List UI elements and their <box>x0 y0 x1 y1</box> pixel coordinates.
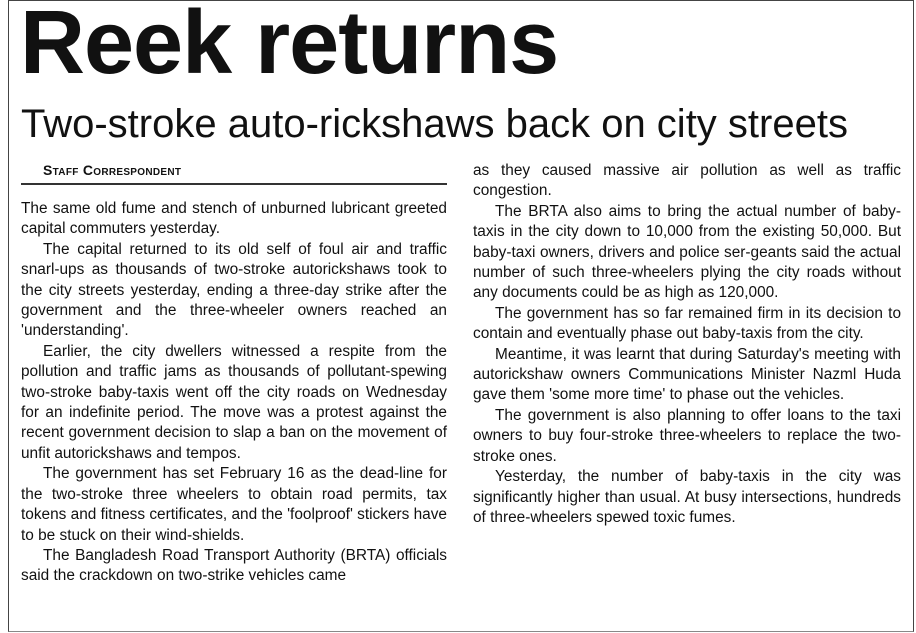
left-column <box>21 160 447 587</box>
paragraph: The government has set February 16 as the dead-line for the two-stroke three wheelers to obtain road permits, tax tokens and fitness certificates, and the 'foolproof' stickers have to be stuck on their wind-shields. <box>21 465 447 544</box>
paragraph: The same old fume and stench of unburned lubricant greeted capital commuters yesterday. <box>21 200 447 238</box>
paragraph: The government is also planning to offer loans to the taxi owners to buy four-stroke three-wheelers to replace the two-stroke ones. <box>473 406 901 465</box>
paragraph: The capital returned to its old self of foul air and traffic snarl-ups as thousands of two-stroke autorickshaws took to the city streets yesterday, ending a three-day strike after the government and the three-wheeler owners reached an 'understanding'. <box>21 240 447 340</box>
right-column <box>473 161 901 528</box>
paragraph: as they caused massive air pollution as well as traffic congestion. <box>473 162 901 200</box>
byline: Staff Correspondent <box>43 162 182 178</box>
paragraph: The government has so far remained firm in its decision to contain and eventually phase out baby-taxis from the city. <box>473 304 901 343</box>
headline: Reek returns <box>20 0 559 93</box>
paragraph: The Bangladesh Road Transport Authority (BRTA) officials said the crackdown on two-strike vehicles came <box>21 546 447 585</box>
byline-rule <box>21 183 447 185</box>
paragraph: Yesterday, the number of baby-taxis in the city was significantly higher than usual. At busy intersections, hundreds of three-wheelers spewed toxic fumes. <box>473 468 901 526</box>
paragraph: Earlier, the city dwellers witnessed a respite from the pollution and traffic jams as thousands of pollutant-spewing two-stroke baby-taxis went off the city roads on Wednesday for an indefinite period. The move was a protest against the recent government decision to slap a ban on the movement of unfit autorickshaws and tempos. <box>21 342 447 462</box>
subheadline: Two-stroke auto-rickshaws back on city streets <box>21 102 848 146</box>
paragraph: The BRTA also aims to bring the actual number of baby-taxis in the city down to 10,000 from the existing 50,000. But baby-taxi owners, drivers and police ser-geants said the actual number of such three-wheelers plying the city roads without any documents could be as high as 120,000. <box>473 202 901 302</box>
paragraph: Meantime, it was learnt that during Saturday's meeting with autorickshaw owners Communications Minister Nazml Huda gave them 'some more time' to phase out the vehicles. <box>473 345 901 404</box>
